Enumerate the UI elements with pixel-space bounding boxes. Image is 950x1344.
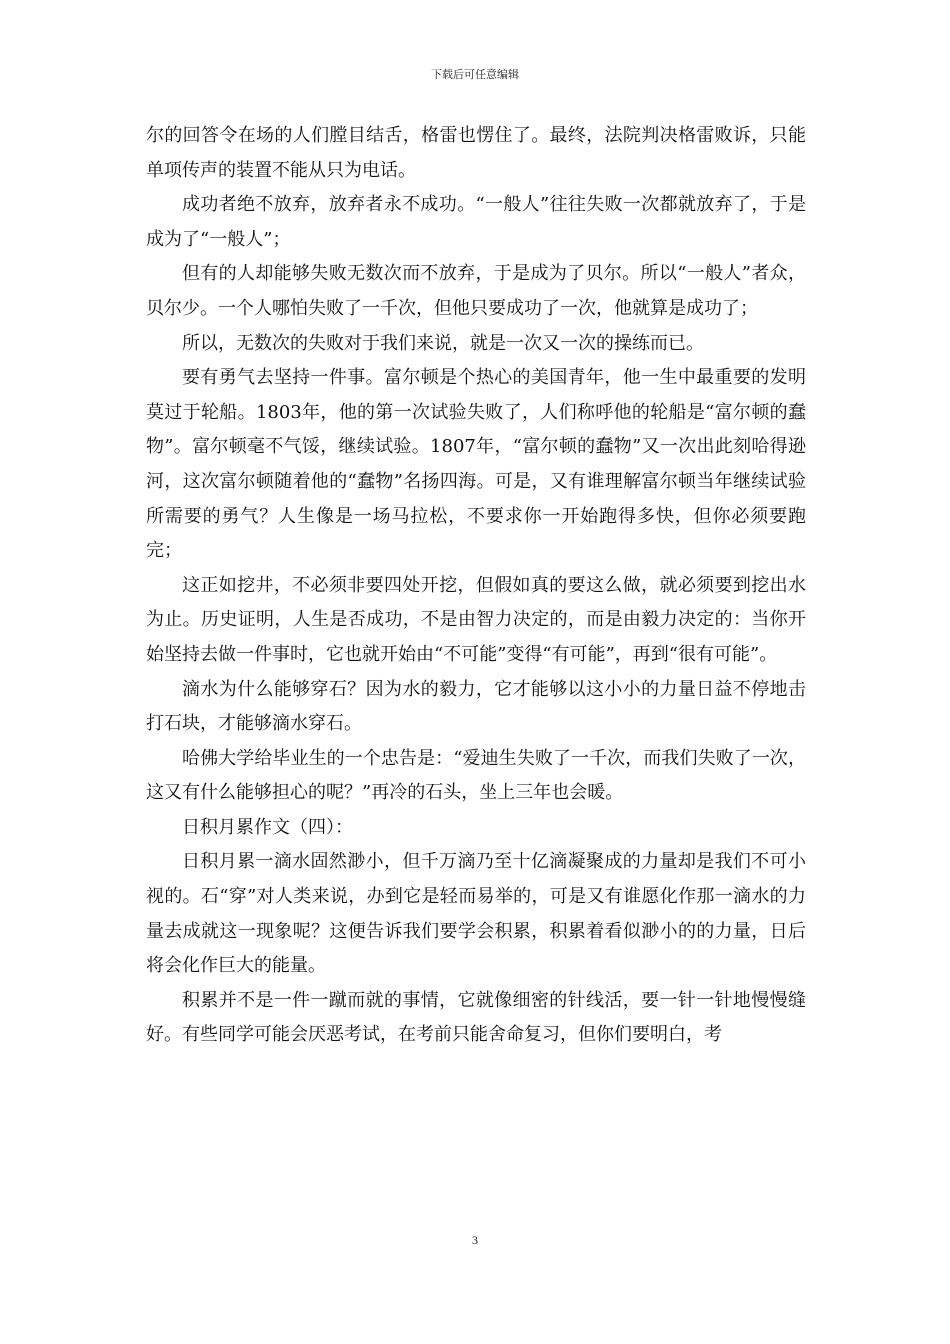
- page-header: 下载后可任意编辑: [431, 68, 519, 81]
- paragraph: 这正如挖井，不必须非要四处开挖，但假如真的要这么做，就必须要到挖出水为止。历史证明，人生是否成功，不是由智力决定的，而是由毅力决定的：当你开始坚持去做一件事时，它也就开始由“不可能”变得“有可能”，再到“很有可能”。: [146, 574, 806, 665]
- paragraph: 尔的回答令在场的人们膛目结舌，格雷也愣住了。最终，法院判决格雷败诉，只能单项传声的装置不能从只为电话。: [146, 125, 806, 181]
- paragraph: 积累并不是一件一蹴而就的事情，它就像细密的针线活，要一针一针地慢慢缝好。有些同学可能会厌恶考试，在考前只能舍命复习，但你们要明白，考: [146, 989, 806, 1046]
- document-body: [146, 119, 806, 1053]
- paragraph: 滴水为什么能够穿石？因为水的毅力，它才能够以这小小的力量日益不停地击打石块，才能够滴水穿石。: [146, 678, 806, 735]
- paragraph: 所以，无数次的失败对于我们来说，就是一次又一次的操练而已。: [182, 332, 704, 354]
- page-number: 3: [472, 1233, 478, 1247]
- paragraph: 哈佛大学给毕业生的一个忠告是：“爱迪生失败了一千次，而我们失败了一次，这又有什么能够担心的呢？”再冷的石头，坐上三年也会暖。: [146, 747, 806, 804]
- section-heading: 日积月累作文（四）：: [182, 816, 353, 838]
- paragraph: 但有的人却能够失败无数次而不放弃，于是成为了贝尔。所以“一般人”者众，贝尔少。一个人哪怕失败了一千次，但他只要成功了一次，他就算是成功了；: [146, 263, 806, 319]
- paragraph: 成功者绝不放弃，放弃者永不成功。“一般人”往往失败一次都就放弃了，于是成为了“一般人”；: [146, 194, 806, 250]
- paragraph: 日积月累一滴水固然渺小，但千万滴乃至十亿滴凝聚成的力量却是我们不可小视的。石“穿”对人类来说，办到它是轻而易举的，可是又有谁愿化作那一滴水的力量去成就这一现象呢？这便告诉我们要学会积累，积累着看似渺小的的力量，日后将会化作巨大的能量。: [146, 851, 806, 977]
- paragraph: 要有勇气去坚持一件事。富尔顿是个热心的美国青年，他一生中最重要的发明莫过于轮船。1803年，他的第一次试验失败了，人们称呼他的轮船是“富尔顿的蠢物”。富尔顿毫不气馁，继续试验。1807年，“富尔顿的蠢物”又一次出此刻哈得逊河，这次富尔顿随着他的“蠢物”名扬四海。可是，又有谁理解富尔顿当年继续试验所需要的勇气？人生像是一场马拉松，不要求你一开始跑得多快，但你必须要跑完；: [146, 367, 806, 562]
